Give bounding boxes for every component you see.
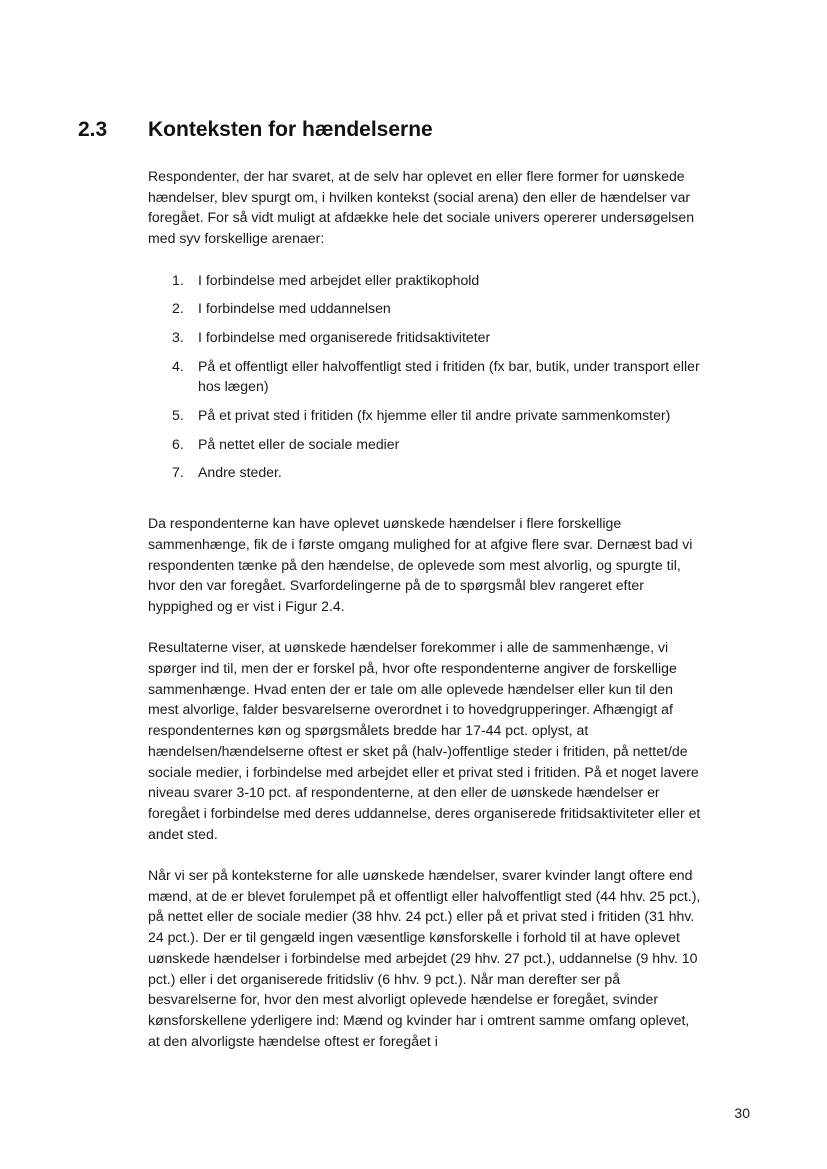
list-text: I forbindelse med organiserede fritidsaktiviteter — [198, 328, 491, 345]
list-item — [148, 298, 703, 319]
list-text: På et offentligt eller halvoffentligt sted i fritiden (fx bar, butik, under transport eller hos lægen) — [198, 357, 700, 395]
list-number: 3. — [172, 328, 184, 345]
page-number: 30 — [734, 1105, 750, 1121]
section-number: 2.3 — [78, 118, 108, 141]
paragraph-results: Resultaterne viser, at uønskede hændelser forekommer i alle de sammenhænge, vi spørger ind til, men der er forskel på, hvor ofte respondenterne angiver de forskellige sammenhænge. Hvad enten der er tale om alle oplevede hændelser eller kun til den mest alvorlige, falder besvarelserne overordnet i to hovedgrupperinger. Afhængigt af respondenternes køn og spørgsmålets bredde har 17-44 pct. oplyst, at hændelsen/hændelserne oftest er sket på (halv-)offentlige steder i fritiden, på nettet/de sociale medier, i forbindelse med arbejdet eller et privat sted i fritiden. På et noget lavere niveau svarer 3-10 pct. af respondenterne, at den eller de uønskede hændelser er foregået i forbindelse med deres uddannelse, deres organiserede fritidsaktiviteter eller et andet sted. — [148, 639, 701, 842]
arena-list — [148, 270, 703, 484]
list-item — [148, 356, 703, 397]
list-text: Andre steder. — [198, 464, 282, 481]
section-heading — [78, 118, 718, 142]
list-item — [148, 462, 703, 483]
list-text: På nettet eller de sociale medier — [198, 435, 400, 452]
list-number: 7. — [172, 464, 184, 481]
body-text — [148, 166, 703, 1072]
list-number: 6. — [172, 435, 184, 452]
list-number: 5. — [172, 407, 184, 424]
section-title: Konteksten for hændelserne — [148, 118, 433, 141]
list-item — [148, 405, 703, 426]
list-text: I forbindelse med uddannelsen — [198, 300, 391, 317]
list-item — [148, 327, 703, 348]
list-text: På et privat sted i fritiden (fx hjemme eller til andre private sammenkomster) — [198, 407, 671, 424]
list-item — [148, 434, 703, 455]
list-number: 1. — [172, 271, 184, 288]
paragraph-method: Da respondenterne kan have oplevet uønskede hændelser i flere forskellige sammenhænge, fik de i første omgang mulighed for at afgive flere svar. Dernæst bad vi respondenten tænke på den hændelse, de oplevede som mest alvorlig, og spurgte til, hvor den var foregået. Svarfordelingerne på de to spørgsmål blev rangeret efter hyppighed og er vist i Figur 2.4. — [148, 515, 693, 614]
list-text: I forbindelse med arbejdet eller praktikophold — [198, 271, 480, 288]
list-item — [148, 270, 703, 291]
intro-paragraph: Respondenter, der har svaret, at de selv har oplevet en eller flere former for uønskede hændelser, blev spurgt om, i hvilken kontekst (social arena) den eller de hændelser var foregået. For så vidt muligt at afdække hele det sociale univers opererer undersøgelsen med syv forskellige arenaer: — [148, 168, 695, 247]
list-number: 4. — [172, 357, 184, 374]
list-number: 2. — [172, 300, 184, 317]
paragraph-gender: Når vi ser på konteksterne for alle uønskede hændelser, svarer kvinder langt oftere end mænd, at de er blevet forulempet på et offentligt eller halvoffentligt sted (44 hhv. 25 pct.), på nettet eller de sociale medier (38 hhv. 24 pct.) eller på et privat sted i fritiden (31 hhv. 24 pct.). Der er til gengæld ingen væsentlige kønsforskelle i forhold til at have oplevet uønskede hændelser i forbindelse med arbejdet (29 hhv. 27 pct.), uddannelse (9 hhv. 10 pct.) eller i det organiserede fritidsliv (6 hhv. 9 pct.). Når man derefter ser på besvarelserne for, hvor den mest alvorligt oplevede hændelse er foregået, svinder kønsforskellene yderligere ind: Mænd og kvinder har i omtrent samme omfang oplevet, at den alvorligste hændelse oftest er foregået i — [148, 867, 701, 1049]
